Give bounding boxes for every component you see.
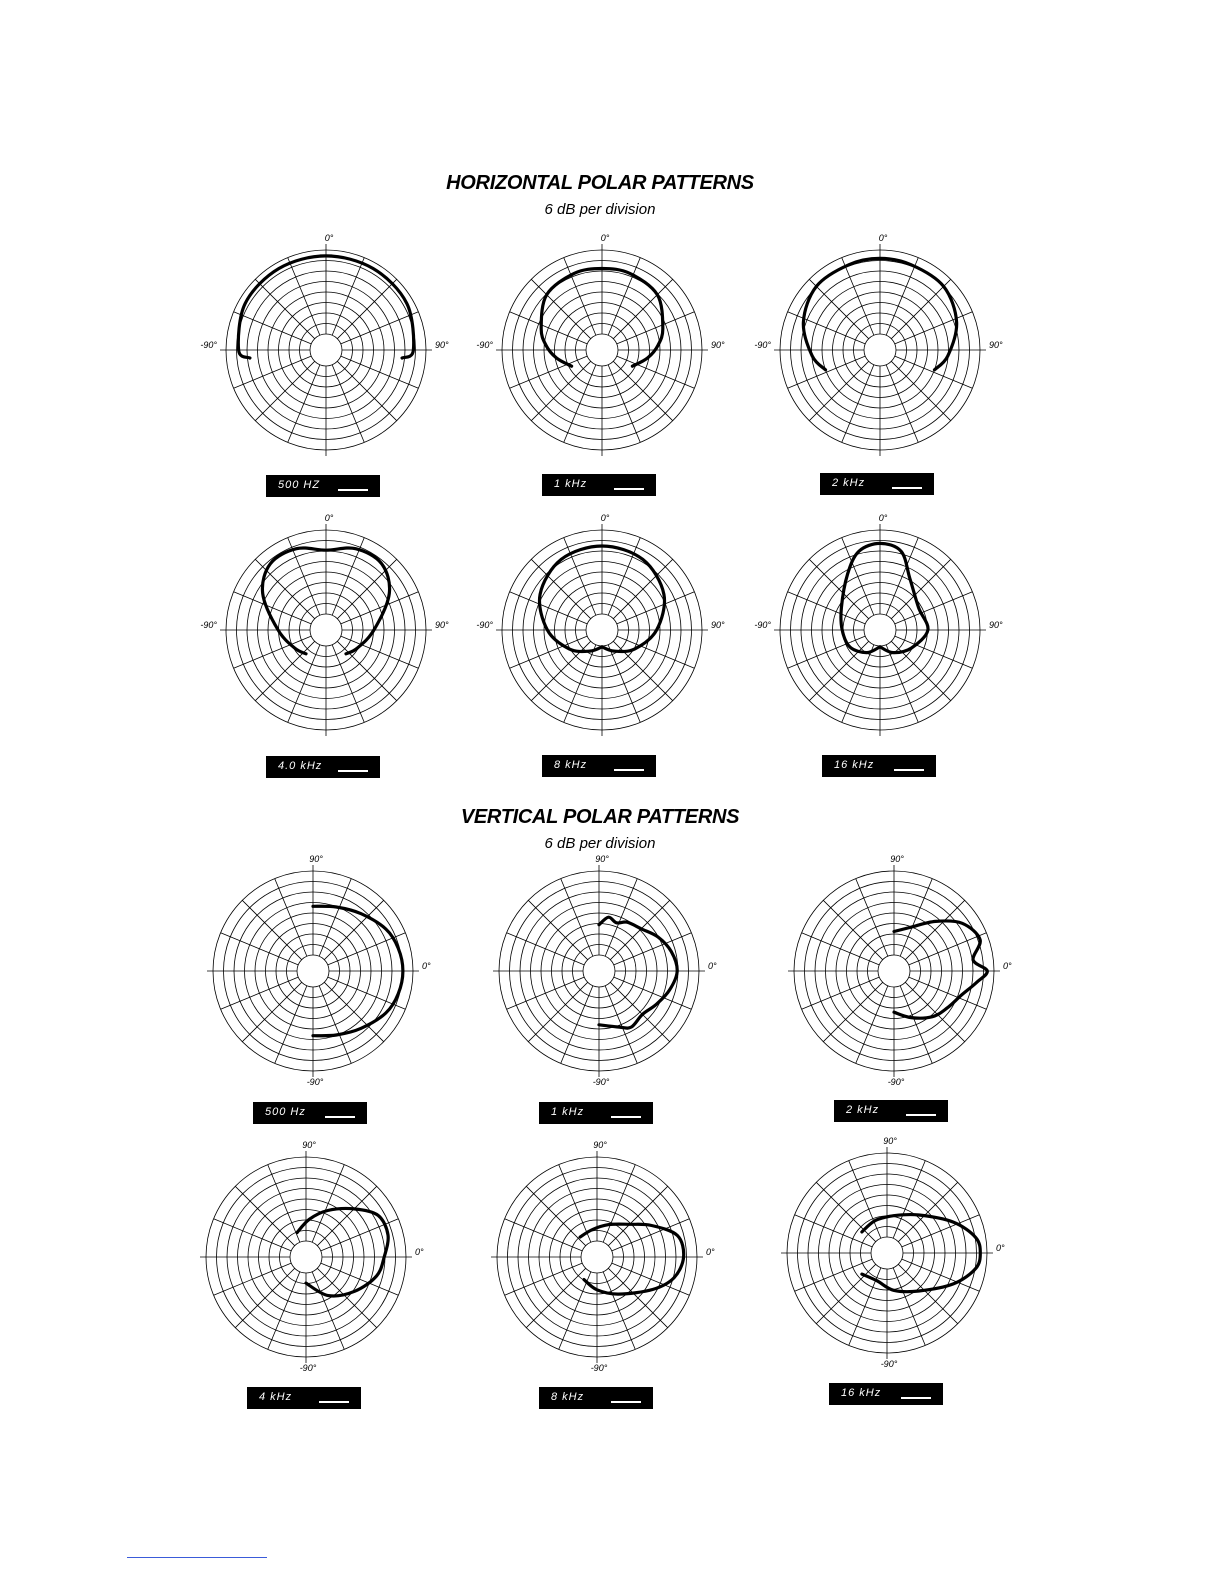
legend-h-4khz bbox=[266, 756, 380, 778]
angle-label-right: 0° bbox=[1003, 961, 1012, 971]
grid-spoke bbox=[319, 986, 351, 1064]
angle-label-right: 90° bbox=[989, 340, 1003, 350]
grid-spoke bbox=[886, 645, 918, 723]
grid-spoke bbox=[608, 365, 640, 443]
legend-line-swatch bbox=[325, 1116, 355, 1118]
legend-label: 500 Hz bbox=[265, 1106, 306, 1118]
angle-label-top: 90° bbox=[302, 1140, 316, 1150]
legend-h-8khz bbox=[542, 755, 656, 777]
legend-label: 500 HZ bbox=[278, 479, 321, 491]
grid-ring bbox=[586, 614, 618, 646]
legend-line-swatch bbox=[614, 488, 644, 490]
angle-label-top: 90° bbox=[593, 1140, 607, 1150]
grid-spoke bbox=[255, 559, 314, 618]
polar-plot-v-500hz bbox=[197, 855, 429, 1087]
angle-label-bottom: -90° bbox=[887, 1077, 905, 1087]
grid-ring bbox=[878, 955, 910, 987]
grid-spoke bbox=[608, 1268, 667, 1327]
polar-plot-v-1khz bbox=[483, 855, 715, 1087]
polar-chart-svg bbox=[200, 513, 449, 746]
legend-h-16khz bbox=[822, 755, 936, 777]
legend-v-16khz bbox=[829, 1383, 943, 1405]
grid-spoke bbox=[214, 1263, 292, 1295]
angle-label-left: -90° bbox=[754, 340, 771, 350]
legend-label: 4.0 kHz bbox=[278, 760, 323, 772]
grid-spoke bbox=[898, 1182, 957, 1241]
grid-ring bbox=[864, 334, 896, 366]
grid-spoke bbox=[849, 1161, 881, 1239]
grid-spoke bbox=[823, 982, 882, 1041]
grid-spoke bbox=[312, 1165, 344, 1243]
grid-spoke bbox=[856, 879, 888, 957]
grid-spoke bbox=[809, 559, 868, 618]
angle-label-right: 0° bbox=[415, 1247, 424, 1257]
polar-plot-h-8khz bbox=[476, 513, 725, 746]
angle-label-left: -90° bbox=[200, 340, 217, 350]
grid-spoke bbox=[528, 900, 587, 959]
polar-grid bbox=[781, 1147, 993, 1359]
polar-grid bbox=[207, 865, 419, 1077]
angle-label-bottom: -90° bbox=[299, 1363, 317, 1373]
grid-spoke bbox=[337, 559, 396, 618]
polar-chart-svg bbox=[476, 233, 725, 466]
grid-spoke bbox=[617, 592, 695, 624]
polar-plot-h-500hz bbox=[200, 233, 449, 466]
angle-label-right: 90° bbox=[711, 620, 725, 630]
polar-plot-h-1khz bbox=[476, 233, 725, 466]
grid-spoke bbox=[242, 982, 301, 1041]
polar-chart-svg bbox=[754, 233, 1003, 466]
angle-label-right: 90° bbox=[711, 340, 725, 350]
polar-chart-svg bbox=[481, 1141, 713, 1373]
angle-label-right: 0° bbox=[996, 1243, 1005, 1253]
grid-spoke bbox=[234, 312, 312, 344]
angle-label-top: 0° bbox=[324, 513, 334, 523]
legend-v-1khz bbox=[539, 1102, 653, 1124]
legend-h-2khz bbox=[820, 473, 934, 495]
polar-grid bbox=[774, 524, 986, 736]
polar-chart-svg bbox=[771, 1137, 1003, 1369]
angle-label-top: 0° bbox=[600, 233, 610, 243]
legend-label: 1 kHz bbox=[554, 478, 588, 490]
grid-spoke bbox=[809, 361, 868, 420]
legend-line-swatch bbox=[338, 489, 368, 491]
angle-label-right: 90° bbox=[435, 620, 449, 630]
grid-spoke bbox=[564, 645, 596, 723]
grid-spoke bbox=[795, 1259, 873, 1291]
grid-spoke bbox=[505, 1263, 583, 1295]
grid-spoke bbox=[842, 258, 874, 336]
polar-grid bbox=[788, 865, 1000, 1077]
grid-spoke bbox=[221, 933, 299, 965]
grid-spoke bbox=[332, 365, 364, 443]
grid-spoke bbox=[802, 933, 880, 965]
grid-spoke bbox=[816, 1264, 875, 1323]
angle-label-top: 0° bbox=[600, 513, 610, 523]
polar-grid bbox=[220, 524, 432, 736]
grid-spoke bbox=[900, 986, 932, 1064]
grid-spoke bbox=[510, 356, 588, 388]
grid-ring bbox=[586, 334, 618, 366]
grid-spoke bbox=[528, 982, 587, 1041]
grid-spoke bbox=[332, 645, 364, 723]
polar-plot-v-2khz bbox=[778, 855, 1010, 1087]
grid-spoke bbox=[895, 592, 973, 624]
grid-spoke bbox=[505, 1219, 583, 1251]
grid-spoke bbox=[617, 356, 695, 388]
grid-spoke bbox=[332, 258, 364, 336]
grid-spoke bbox=[526, 1186, 585, 1245]
legend-line-swatch bbox=[892, 487, 922, 489]
legend-label: 4 kHz bbox=[259, 1391, 293, 1403]
grid-ring bbox=[871, 1237, 903, 1269]
polar-chart-svg bbox=[190, 1141, 422, 1373]
angle-label-right: 0° bbox=[706, 1247, 715, 1257]
grid-spoke bbox=[788, 636, 866, 668]
legend-v-500hz bbox=[253, 1102, 367, 1124]
grid-spoke bbox=[816, 1182, 875, 1241]
grid-spoke bbox=[823, 900, 882, 959]
polar-grid bbox=[200, 1151, 412, 1363]
grid-spoke bbox=[614, 977, 692, 1009]
angle-label-bottom: -90° bbox=[592, 1077, 610, 1087]
grid-spoke bbox=[317, 1186, 376, 1245]
grid-spoke bbox=[337, 361, 396, 420]
grid-spoke bbox=[288, 258, 320, 336]
polar-chart-svg bbox=[197, 855, 429, 1087]
legend-label: 2 kHz bbox=[832, 477, 866, 489]
footer-rule bbox=[127, 1557, 267, 1558]
grid-spoke bbox=[610, 982, 669, 1041]
grid-spoke bbox=[886, 365, 918, 443]
grid-spoke bbox=[891, 279, 950, 338]
grid-spoke bbox=[603, 1165, 635, 1243]
polar-plot-h-4khz bbox=[200, 513, 449, 746]
grid-ring bbox=[864, 614, 896, 646]
grid-spoke bbox=[337, 279, 396, 338]
grid-spoke bbox=[531, 361, 590, 420]
grid-spoke bbox=[288, 645, 320, 723]
polar-plot-h-2khz bbox=[754, 233, 1003, 466]
grid-spoke bbox=[319, 879, 351, 957]
legend-label: 8 kHz bbox=[554, 759, 588, 771]
grid-ring bbox=[310, 334, 342, 366]
polar-plot-h-16khz bbox=[754, 513, 1003, 746]
angle-label-right: 90° bbox=[989, 620, 1003, 630]
angle-label-top: 90° bbox=[595, 854, 609, 864]
grid-spoke bbox=[255, 641, 314, 700]
grid-spoke bbox=[341, 312, 419, 344]
angle-label-left: -90° bbox=[476, 340, 493, 350]
grid-spoke bbox=[909, 977, 987, 1009]
grid-spoke bbox=[886, 538, 918, 616]
grid-spoke bbox=[234, 356, 312, 388]
legend-v-8khz bbox=[539, 1387, 653, 1409]
grid-ring bbox=[581, 1241, 613, 1273]
grid-spoke bbox=[564, 365, 596, 443]
grid-spoke bbox=[608, 1186, 667, 1245]
grid-spoke bbox=[526, 1268, 585, 1327]
polar-grid bbox=[496, 244, 708, 456]
angle-label-left: -90° bbox=[476, 620, 493, 630]
grid-spoke bbox=[510, 592, 588, 624]
angle-label-top: 0° bbox=[878, 513, 888, 523]
grid-spoke bbox=[235, 1186, 294, 1245]
angle-label-top: 0° bbox=[878, 233, 888, 243]
grid-ring bbox=[310, 614, 342, 646]
legend-label: 8 kHz bbox=[551, 1391, 585, 1403]
polar-grid bbox=[496, 524, 708, 736]
grid-spoke bbox=[255, 361, 314, 420]
legend-label: 16 kHz bbox=[834, 759, 875, 771]
vertical-section-subtitle: 6 dB per division bbox=[544, 835, 656, 852]
angle-label-right: 0° bbox=[708, 961, 717, 971]
grid-ring bbox=[290, 1241, 322, 1273]
grid-spoke bbox=[809, 279, 868, 338]
grid-spoke bbox=[242, 900, 301, 959]
legend-h-500hz bbox=[266, 475, 380, 497]
angle-label-top: 90° bbox=[309, 854, 323, 864]
grid-spoke bbox=[898, 1264, 957, 1323]
angle-label-right: 90° bbox=[435, 340, 449, 350]
grid-spoke bbox=[268, 1272, 300, 1350]
vertical-section-title: VERTICAL POLAR PATTERNS bbox=[460, 806, 740, 828]
legend-line-swatch bbox=[906, 1114, 936, 1116]
grid-spoke bbox=[235, 1268, 294, 1327]
grid-spoke bbox=[221, 977, 299, 1009]
polar-grid bbox=[493, 865, 705, 1077]
legend-label: 1 kHz bbox=[551, 1106, 585, 1118]
grid-spoke bbox=[886, 258, 918, 336]
horizontal-section-title: HORIZONTAL POLAR PATTERNS bbox=[446, 172, 754, 194]
grid-spoke bbox=[617, 312, 695, 344]
grid-spoke bbox=[614, 933, 692, 965]
polar-grid bbox=[220, 244, 432, 456]
grid-ring bbox=[297, 955, 329, 987]
grid-spoke bbox=[275, 879, 307, 957]
grid-spoke bbox=[603, 1272, 635, 1350]
grid-spoke bbox=[288, 365, 320, 443]
grid-spoke bbox=[905, 900, 964, 959]
grid-spoke bbox=[795, 1215, 873, 1247]
grid-spoke bbox=[312, 1272, 344, 1350]
legend-line-swatch bbox=[901, 1397, 931, 1399]
polar-grid bbox=[491, 1151, 703, 1363]
grid-spoke bbox=[507, 933, 585, 965]
response-curve bbox=[599, 917, 677, 1028]
grid-spoke bbox=[893, 1161, 925, 1239]
grid-spoke bbox=[895, 356, 973, 388]
angle-label-right: 0° bbox=[422, 961, 431, 971]
grid-spoke bbox=[255, 279, 314, 338]
grid-ring bbox=[583, 955, 615, 987]
legend-h-1khz bbox=[542, 474, 656, 496]
grid-spoke bbox=[507, 977, 585, 1009]
angle-label-bottom: -90° bbox=[306, 1077, 324, 1087]
grid-spoke bbox=[341, 356, 419, 388]
grid-spoke bbox=[561, 879, 593, 957]
grid-spoke bbox=[893, 1268, 925, 1346]
angle-label-bottom: -90° bbox=[880, 1359, 898, 1369]
horizontal-section-subtitle: 6 dB per division bbox=[544, 201, 656, 218]
legend-label: 16 kHz bbox=[841, 1387, 882, 1399]
grid-spoke bbox=[788, 356, 866, 388]
grid-spoke bbox=[268, 1165, 300, 1243]
angle-label-top: 0° bbox=[324, 233, 334, 243]
grid-spoke bbox=[324, 982, 383, 1041]
polar-chart-svg bbox=[483, 855, 715, 1087]
grid-spoke bbox=[214, 1219, 292, 1251]
grid-spoke bbox=[559, 1165, 591, 1243]
grid-spoke bbox=[842, 365, 874, 443]
angle-label-left: -90° bbox=[200, 620, 217, 630]
polar-chart-svg bbox=[476, 513, 725, 746]
grid-spoke bbox=[900, 879, 932, 957]
grid-spoke bbox=[788, 592, 866, 624]
angle-label-left: -90° bbox=[754, 620, 771, 630]
angle-label-top: 90° bbox=[890, 854, 904, 864]
grid-spoke bbox=[856, 986, 888, 1064]
legend-line-swatch bbox=[894, 769, 924, 771]
grid-spoke bbox=[608, 645, 640, 723]
legend-line-swatch bbox=[338, 770, 368, 772]
legend-line-swatch bbox=[611, 1401, 641, 1403]
grid-spoke bbox=[317, 1268, 376, 1327]
grid-spoke bbox=[905, 982, 964, 1041]
grid-spoke bbox=[613, 361, 672, 420]
grid-spoke bbox=[275, 986, 307, 1064]
grid-spoke bbox=[895, 312, 973, 344]
grid-spoke bbox=[802, 977, 880, 1009]
legend-v-2khz bbox=[834, 1100, 948, 1122]
polar-plot-v-4khz bbox=[190, 1141, 422, 1373]
legend-line-swatch bbox=[319, 1401, 349, 1403]
polar-plot-v-8khz bbox=[481, 1141, 713, 1373]
grid-spoke bbox=[842, 645, 874, 723]
polar-plot-v-16khz bbox=[771, 1137, 1003, 1369]
polar-grid bbox=[774, 244, 986, 456]
grid-spoke bbox=[324, 900, 383, 959]
legend-v-4khz bbox=[247, 1387, 361, 1409]
polar-chart-svg bbox=[200, 233, 449, 466]
polar-chart-svg bbox=[778, 855, 1010, 1087]
legend-line-swatch bbox=[614, 769, 644, 771]
grid-spoke bbox=[561, 986, 593, 1064]
legend-line-swatch bbox=[611, 1116, 641, 1118]
grid-spoke bbox=[788, 312, 866, 344]
angle-label-top: 90° bbox=[883, 1136, 897, 1146]
polar-chart-svg bbox=[754, 513, 1003, 746]
grid-spoke bbox=[510, 312, 588, 344]
legend-label: 2 kHz bbox=[846, 1104, 880, 1116]
grid-spoke bbox=[891, 641, 950, 700]
grid-spoke bbox=[809, 641, 868, 700]
grid-spoke bbox=[891, 361, 950, 420]
grid-spoke bbox=[337, 641, 396, 700]
angle-label-bottom: -90° bbox=[590, 1363, 608, 1373]
